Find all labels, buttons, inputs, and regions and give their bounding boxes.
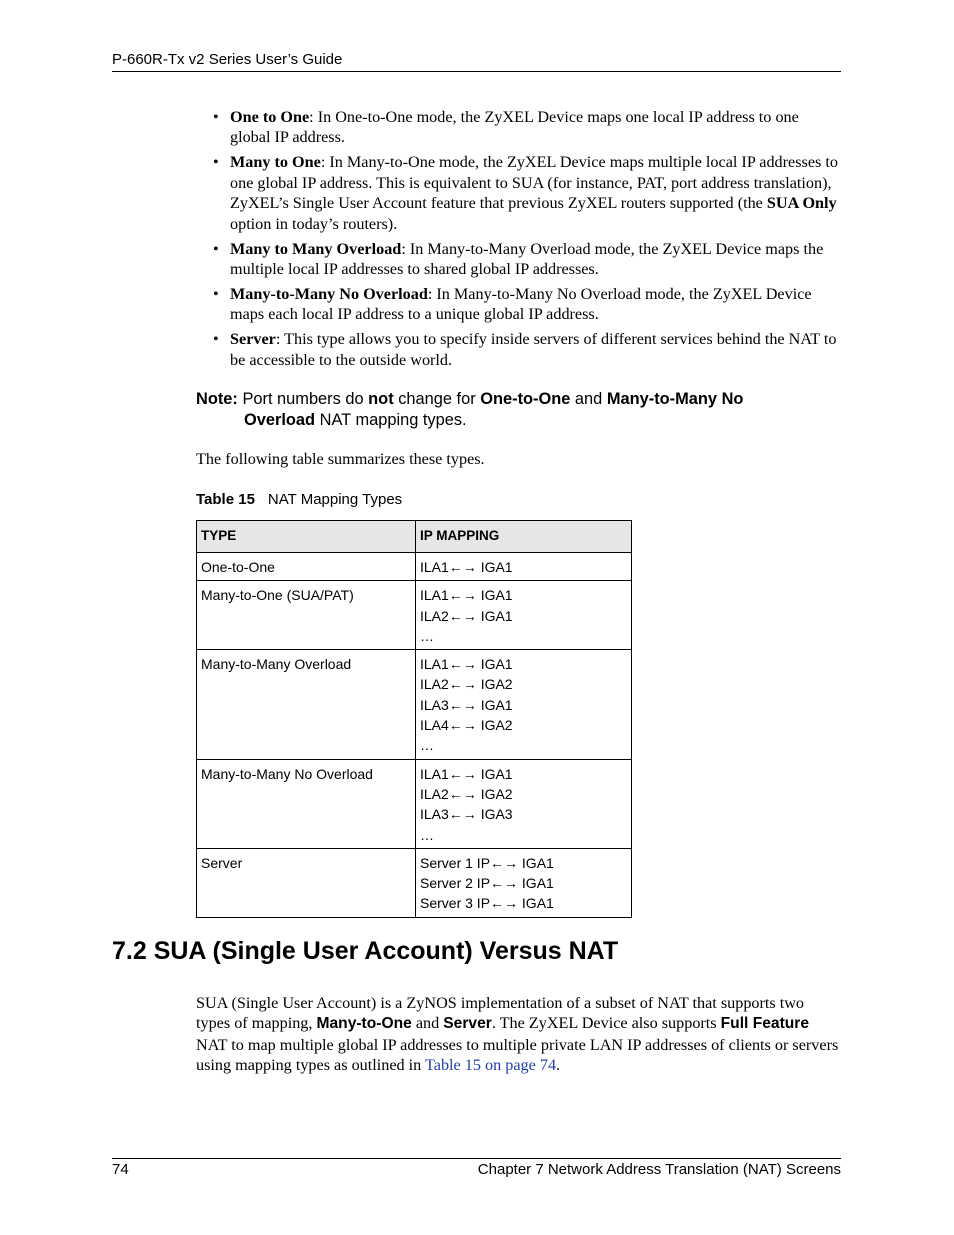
- bullet-term: One to One: [230, 108, 310, 126]
- mapping-line: ILA2←→ IGA1: [420, 607, 513, 624]
- bullet-text: In Many-to-Many No Overload mode, the ZyXEL Device maps each local IP address to a unique global IP address.: [230, 285, 812, 324]
- list-item: [210, 284, 842, 325]
- table-row: [197, 553, 632, 581]
- paragraph-text: NAT to map multiple global IP addresses to multiple private LAN IP addresses of clients or servers using mapping types as outlined in: [196, 1035, 839, 1075]
- type-cell: Many-to-Many Overload: [197, 650, 416, 759]
- mapping-line: ILA1←→ IGA1: [420, 765, 513, 782]
- bullet-text: In One-to-One mode, the ZyXEL Device maps one local IP address to one global IP address.: [230, 108, 799, 147]
- page-number: 74: [112, 1161, 129, 1178]
- table-cross-reference-link[interactable]: Table 15 on page 74: [425, 1056, 557, 1075]
- table-row: [197, 650, 632, 759]
- type-cell: Many-to-One (SUA/PAT): [197, 581, 416, 650]
- bullet-text-after: option in today’s routers).: [230, 214, 398, 233]
- paragraph-text: . The ZyXEL Device also supports: [491, 1014, 721, 1033]
- note-label: Note:: [196, 390, 238, 408]
- bullet-separator: :: [320, 153, 330, 172]
- note-bold: One-to-One: [480, 390, 571, 408]
- column-header-ip-mapping: IP MAPPING: [416, 521, 632, 553]
- table-header-row: [197, 521, 632, 553]
- note-text: change for: [393, 390, 481, 408]
- note-text: Port numbers do: [237, 390, 369, 408]
- note-bold: Overload: [244, 411, 316, 429]
- bullet-text: In Many-to-One mode, the ZyXEL Device maps multiple local IP addresses to one global IP address. This is equivalent to SUA (for instance, PAT, port address translation), ZyXEL’s Single User Account feature that previous ZyXEL routers supported (the: [230, 153, 838, 213]
- note-text: and: [570, 390, 607, 408]
- list-item: [210, 329, 842, 370]
- mapping-line: ILA2←→ IGA2: [420, 785, 513, 802]
- column-header-type: TYPE: [197, 521, 416, 553]
- intro-text: The following table summarizes these types.: [196, 450, 485, 468]
- paragraph-bold: Server: [443, 1015, 492, 1033]
- note-box: [196, 389, 836, 431]
- mapping-line: ILA4←→ IGA2: [420, 717, 513, 734]
- header-rule: [112, 71, 841, 72]
- bullet-separator: :: [427, 285, 437, 304]
- paragraph-text: .: [556, 1056, 561, 1075]
- mapping-line: Server 2 IP←→ IGA1: [420, 875, 554, 892]
- mapping-cell: [416, 848, 632, 917]
- list-item: [210, 107, 842, 148]
- table-caption-title: NAT Mapping Types: [267, 491, 403, 508]
- footer-chapter-title: Chapter 7 Network Address Translation (NAT) Screens: [477, 1161, 841, 1178]
- bullet-separator: :: [401, 239, 410, 258]
- bullet-text: In Many-to-Many Overload mode, the ZyXEL Device maps the multiple local IP addresses to shared global IP addresses.: [230, 239, 824, 279]
- table-row: [197, 848, 632, 917]
- mapping-line: …: [420, 737, 434, 754]
- bullet-term: Many to Many Overload: [230, 239, 402, 258]
- list-item: [210, 239, 842, 280]
- table-row: [197, 759, 632, 848]
- running-header: P-660R-Tx v2 Series User’s Guide: [112, 51, 343, 68]
- mapping-line: ILA2←→ IGA2: [420, 676, 513, 693]
- paragraph-bold: Many-to-One: [316, 1015, 412, 1033]
- paragraph-text: and: [411, 1014, 444, 1033]
- list-item: [210, 152, 842, 234]
- nat-mapping-table: [196, 520, 632, 918]
- mapping-cell: [416, 759, 632, 848]
- mapping-line: Server 3 IP←→ IGA1: [420, 895, 554, 912]
- bullet-term: Many-to-Many No Overload: [230, 285, 428, 304]
- paragraph-bold: Full Feature: [720, 1015, 810, 1033]
- type-cell: Many-to-Many No Overload: [197, 759, 416, 848]
- bullet-term: Server: [230, 330, 276, 349]
- sua-paragraph: [196, 993, 842, 1076]
- paragraph-text: SUA (Single User Account) is a ZyNOS implementation of a subset of NAT that supports two types of mapping,: [196, 994, 805, 1033]
- mapping-line: …: [420, 826, 434, 843]
- note-bold: Many-to-Many No: [606, 390, 744, 408]
- mapping-line: ILA1←→ IGA1: [420, 656, 513, 673]
- bullet-separator: :: [275, 330, 285, 349]
- mapping-line: ILA3←→ IGA3: [420, 806, 513, 823]
- mapping-cell: [416, 553, 632, 581]
- mapping-line: ILA1←→ IGA1: [420, 559, 513, 575]
- mapping-line: ILA3←→ IGA1: [420, 696, 513, 713]
- table-caption-label: Table 15: [196, 491, 255, 508]
- bullet-separator: :: [309, 108, 318, 126]
- mapping-cell: [416, 650, 632, 759]
- note-text: NAT mapping types.: [315, 411, 467, 429]
- note-bold: not: [368, 390, 394, 408]
- table-caption: [196, 491, 402, 508]
- bullet-text: This type allows you to specify inside servers of different services behind the NAT to be accessible to the outside world.: [230, 330, 837, 369]
- mapping-line: Server 1 IP←→ IGA1: [420, 854, 554, 871]
- mapping-line: …: [420, 627, 434, 644]
- section-heading: 7.2 SUA (Single User Account) Versus NAT: [112, 937, 619, 965]
- nat-type-list: [210, 107, 842, 375]
- type-cell: Server: [197, 848, 416, 917]
- bullet-inline-bold: SUA Only: [766, 194, 837, 213]
- table-row: [197, 581, 632, 650]
- bullet-term: Many to One: [230, 153, 321, 172]
- type-cell: One-to-One: [197, 553, 416, 581]
- mapping-line: ILA1←→ IGA1: [420, 587, 513, 604]
- footer-rule: [112, 1158, 841, 1159]
- mapping-cell: [416, 581, 632, 650]
